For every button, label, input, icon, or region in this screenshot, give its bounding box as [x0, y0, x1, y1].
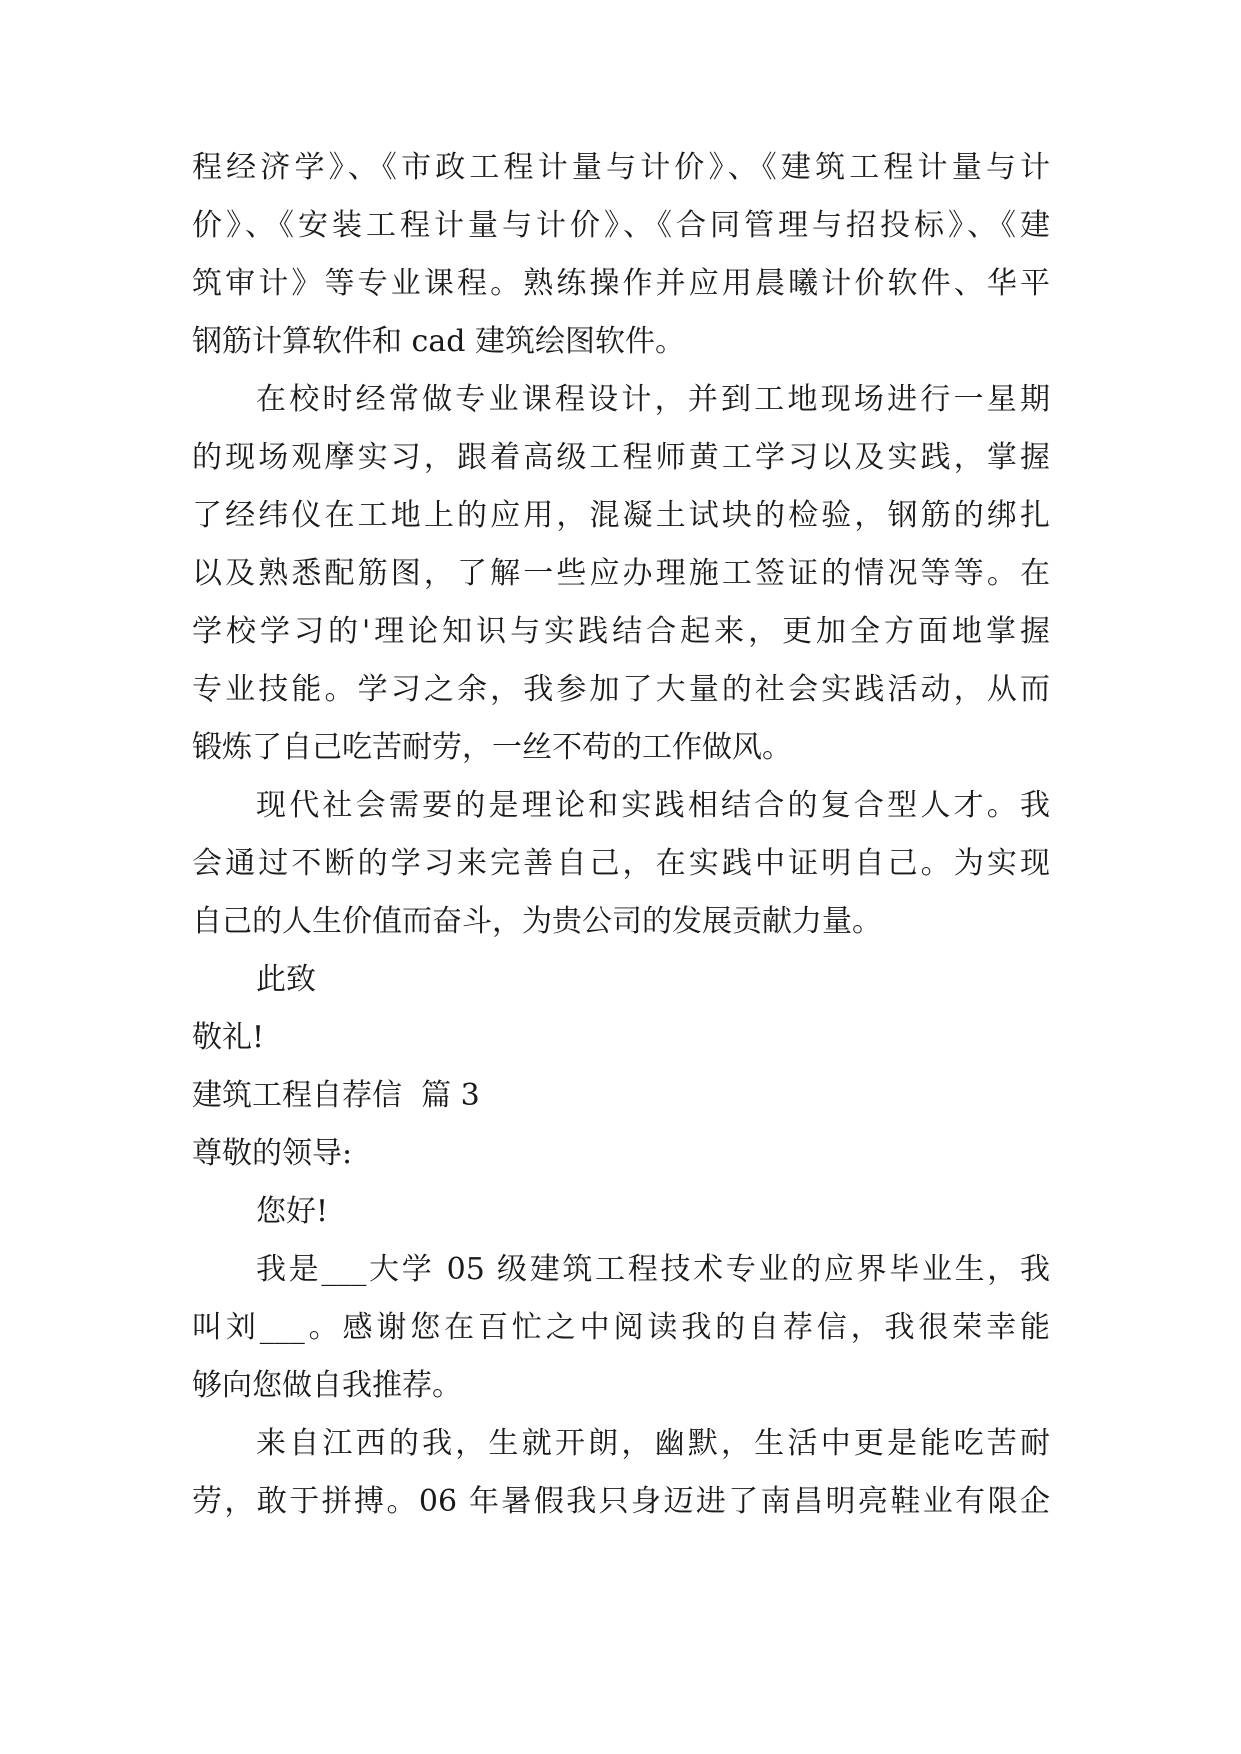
text-line: 叫刘___。感谢您在百忙之中阅读我的自荐信，我很荣幸能 — [192, 1310, 1050, 1345]
text-line: 筑审计》等专业课程。熟练操作并应用晨曦计价软件、华平 — [192, 266, 1050, 301]
paragraph-first-line: 在校时经常做专业课程设计，并到工地现场进行一星期 — [256, 382, 1050, 417]
closing-line: 此致 — [256, 962, 316, 997]
text-line: 够向您做自我推荐。 — [192, 1368, 462, 1403]
text-line: 的现场观摩实习，跟着高级工程师黄工学习以及实践，掌握 — [192, 440, 1050, 475]
text-line: 自己的人生价值而奋斗，为贵公司的发展贡献力量。 — [192, 904, 882, 939]
section-heading: 建筑工程自荐信 篇 3 — [192, 1078, 480, 1113]
greeting-line: 尊敬的领导: — [192, 1136, 353, 1171]
greeting-line: 您好! — [256, 1194, 329, 1229]
text-line: 会通过不断的学习来完善自己，在实践中证明自己。为实现 — [192, 846, 1050, 881]
paragraph-first-line: 现代社会需要的是理论和实践相结合的复合型人才。我 — [256, 788, 1050, 823]
text-line: 程经济学》、《市政工程计量与计价》、《建筑工程计量与计 — [192, 150, 1050, 185]
text-line: 以及熟悉配筋图，了解一些应办理施工签证的情况等等。在 — [192, 556, 1050, 591]
text-line: 钢筋计算软件和 cad 建筑绘图软件。 — [192, 324, 685, 359]
text-line: 专业技能。学习之余，我参加了大量的社会实践活动，从而 — [192, 672, 1050, 707]
text-line: 锻炼了自己吃苦耐劳，一丝不苟的工作做风。 — [192, 730, 792, 765]
text-line: 了经纬仪在工地上的应用，混凝土试块的检验，钢筋的绑扎 — [192, 498, 1050, 533]
paragraph-first-line: 我是___大学 05 级建筑工程技术专业的应界毕业生，我 — [256, 1252, 1050, 1287]
text-line: 劳，敢于拼搏。06 年暑假我只身迈进了南昌明亮鞋业有限企 — [192, 1484, 1050, 1519]
text-line: 学校学习的'理论知识与实践结合起来，更加全方面地掌握 — [192, 614, 1050, 649]
text-line: 价》、《安装工程计量与计价》、《合同管理与招投标》、《建 — [192, 208, 1050, 243]
paragraph-first-line: 来自江西的我，生就开朗，幽默，生活中更是能吃苦耐 — [256, 1426, 1050, 1461]
salutation-line: 敬礼! — [192, 1020, 265, 1055]
